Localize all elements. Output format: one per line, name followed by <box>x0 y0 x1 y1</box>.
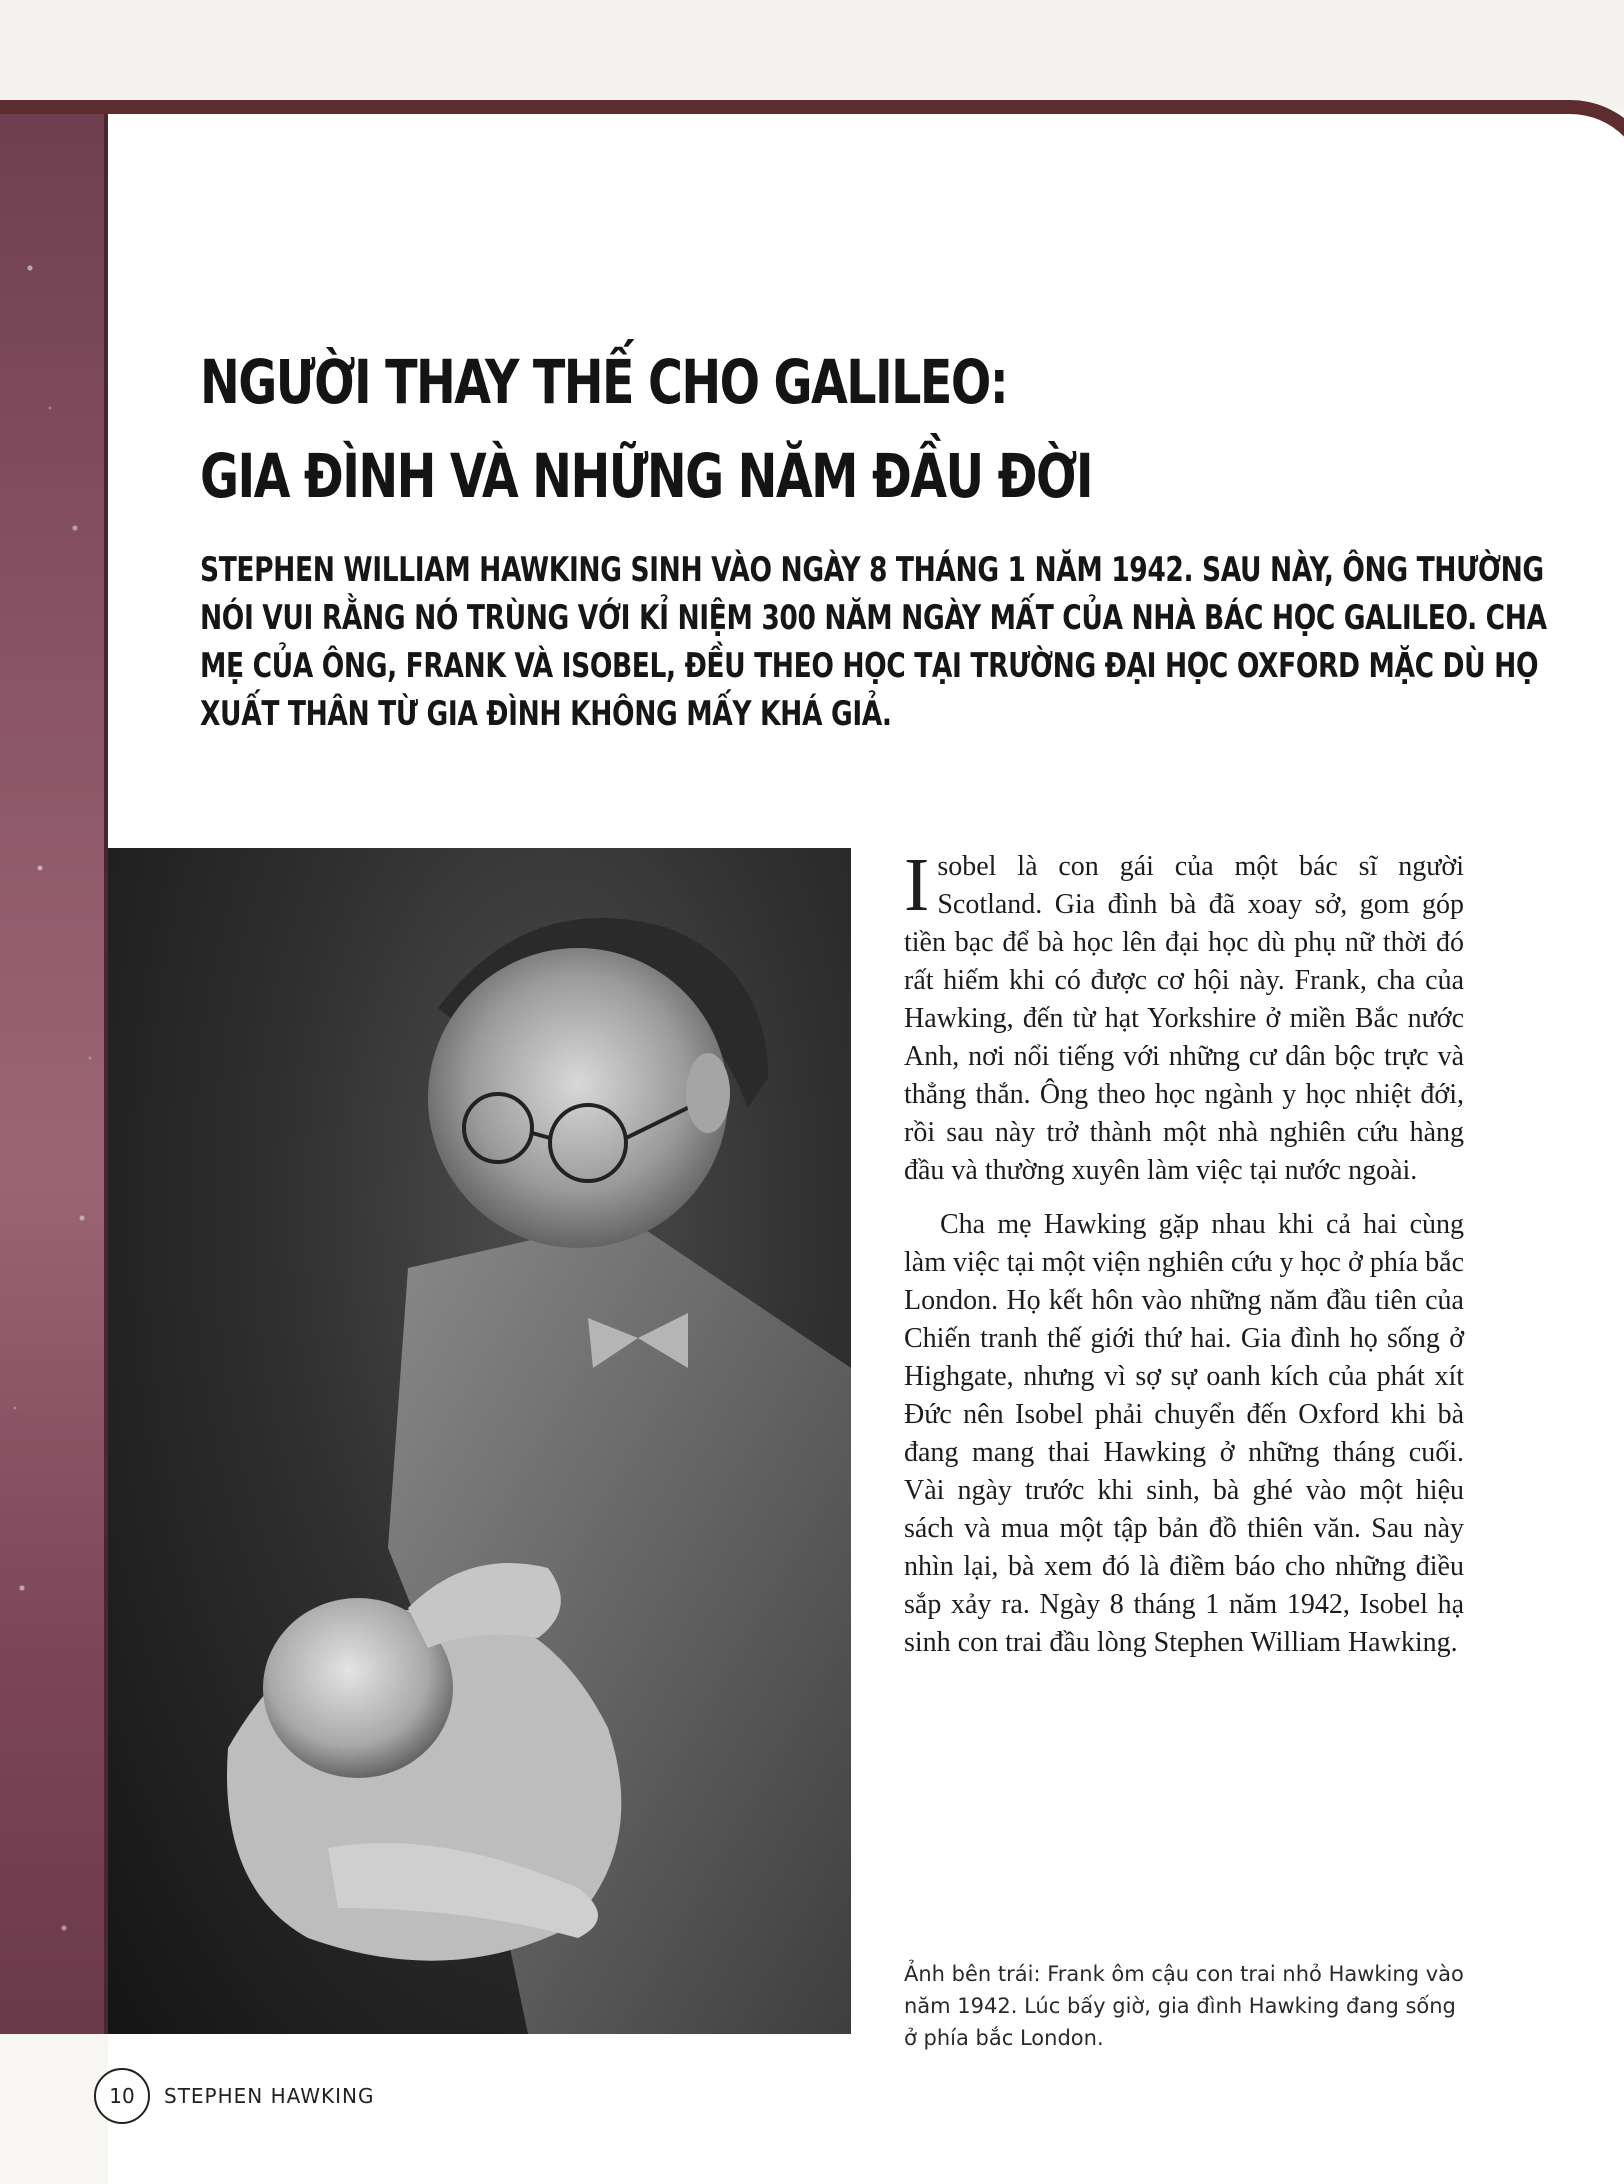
intro-line-4: XUẤT THÂN TỪ GIA ĐÌNH KHÔNG MẤY KHÁ GIẢ. <box>200 694 892 734</box>
body-text-column <box>904 843 1464 1678</box>
photo-illustration <box>108 848 851 2034</box>
chapter-title-line-1: NGƯỜI THAY THẾ CHO GALILEO: <box>200 347 1008 418</box>
intro-line-1: STEPHEN WILLIAM HAWKING SINH VÀO NGÀY 8 THÁNG 1 NĂM 1942. SAU NÀY, ÔNG THƯỜNG <box>200 550 1544 590</box>
chapter-title-line-2: GIA ĐÌNH VÀ NHỮNG NĂM ĐẦU ĐỜI <box>200 441 1093 512</box>
intro-paragraph <box>200 546 1624 738</box>
running-title: STEPHEN HAWKING <box>164 2084 375 2108</box>
chapter-title <box>200 336 1214 524</box>
page-footer <box>94 2068 374 2124</box>
intro-line-2: NÓI VUI RẰNG NÓ TRÙNG VỚI KỈ NIỆM 300 NĂM NGÀY MẤT CỦA NHÀ BÁC HỌC GALILEO. CHA <box>200 598 1547 638</box>
intro-line-3: MẸ CỦA ÔNG, FRANK VÀ ISOBEL, ĐỀU THEO HỌC TẠI TRƯỜNG ĐẠI HỌC OXFORD MẶC DÙ HỌ <box>200 646 1539 686</box>
father-face <box>428 948 728 1248</box>
top-accent-rule <box>0 100 1560 114</box>
photo-caption: Ảnh bên trái: Frank ôm cậu con trai nhỏ Hawking vào năm 1942. Lúc bấy giờ, gia đình Hawking đang sống ở phía bắc London. <box>904 1962 1464 2050</box>
father-holding-baby-photo <box>108 848 851 2034</box>
body-paragraph-1: Isobel là con gái của một bác sĩ người Scotland. Gia đình bà đã xoay sở, gom góp tiền bạc để bà học lên đại học dù phụ nữ thời đó rất hiếm khi có được cơ hội này. Frank, cha của Hawking, đến từ hạt Yorkshire ở miền Bắc nước Anh, nơi nổi tiếng với những cư dân bộc trực và thẳng thắn. Ông theo học ngành y học nhiệt đới, rồi sau này trở thành một nhà nghiên cứu hàng đầu và thường xuyên làm việc tại nước ngoài. <box>904 843 1464 1186</box>
body-paragraph-2: Cha mẹ Hawking gặp nhau khi cả hai cùng làm việc tại một viện nghiên cứu y học ở phía bắc London. Họ kết hôn vào những năm đầu tiên của Chiến tranh thế giới thứ hai. Gia đình họ sống ở Highgate, nhưng vì sợ sự oanh kích của phát xít Đức nên Isobel phải chuyển đến Oxford khi bà đang mang thai Hawking ở những tháng cuối. Vài ngày trước khi sinh, bà ghé vào một hiệu sách và mua một tập bản đồ thiên văn. Sau này nhìn lại, bà xem đó là điềm báo cho những điều sắp xảy ra. Ngày 8 tháng 1 năm 1942, Isobel hạ sinh con trai đầu lòng Stephen William Hawking. <box>904 1209 1464 1658</box>
page-number: 10 <box>94 2068 150 2124</box>
page-top-strip <box>0 0 1624 108</box>
starry-side-band <box>0 108 107 2034</box>
top-accent-curve <box>1500 100 1624 190</box>
